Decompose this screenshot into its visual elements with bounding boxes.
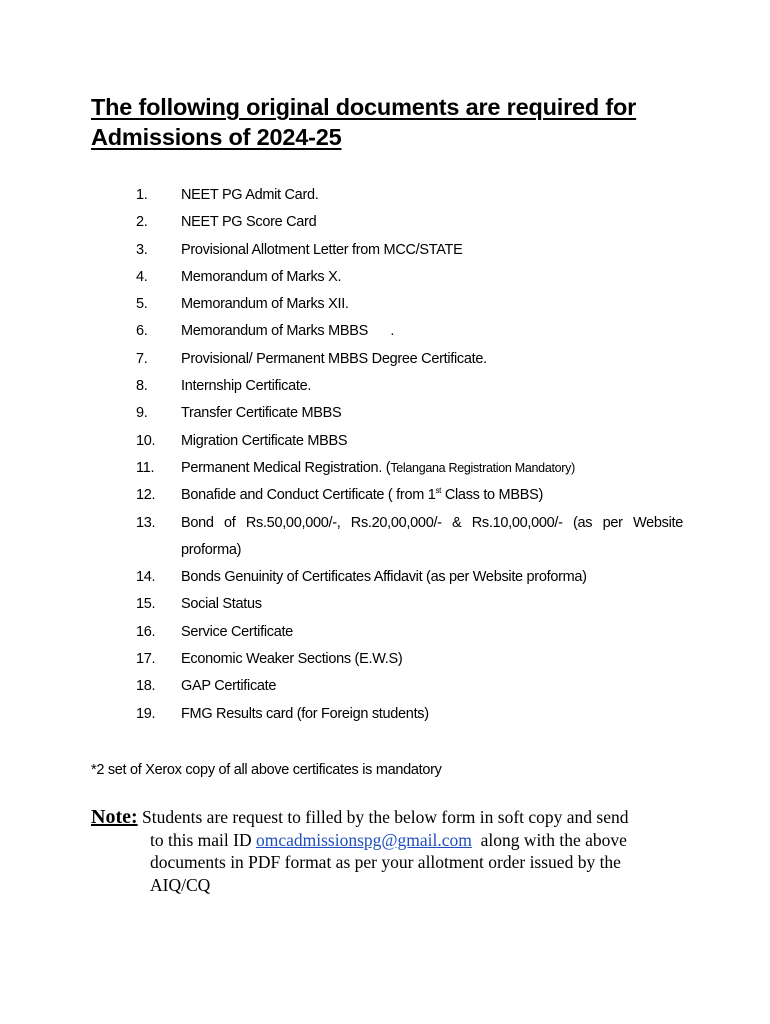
item-text: Migration Certificate MBBS [181, 432, 348, 449]
item-text-main: Permanent Medical Registration. ( [181, 459, 391, 476]
item-number: 8. [136, 378, 148, 395]
item-text: Internship Certificate. [181, 378, 312, 395]
item-text: Bonds Genuinity of Certificates Affidavit (as per Website proforma) [181, 569, 587, 586]
item-number: 17. [136, 651, 156, 668]
item-number: 7. [136, 350, 148, 367]
xerox-copy-note: *2 set of Xerox copy of all above certificates is mandatory [91, 762, 442, 778]
item-number: 13. [136, 514, 156, 531]
list-item [0, 182, 770, 209]
item-text [181, 482, 683, 509]
item-number: 14. [136, 569, 156, 586]
list-item [0, 318, 770, 345]
list-item [0, 673, 770, 700]
item-number: 2. [136, 214, 148, 231]
ordinal-superscript: st [435, 486, 442, 496]
item-text: FMG Results card (for Foreign students) [181, 705, 429, 722]
note-text-after-email: along with the above [471, 829, 627, 850]
note-text-line-1: Students are request to filled by the below form in soft copy and send [137, 807, 629, 827]
item-number: 1. [136, 187, 148, 203]
item-text: Memorandum of Marks X. [181, 268, 342, 285]
item-text: GAP Certificate [181, 678, 277, 695]
heading-line-2: Admissions of 2024-25 [91, 124, 342, 150]
list-item [0, 373, 770, 400]
item-text: Social Status [181, 596, 262, 613]
item-number: 10. [136, 432, 156, 449]
note-text-line-3: documents in PDF format as per your allotment order issued by the [150, 852, 621, 872]
list-item [0, 428, 770, 455]
item-text-after: Class to MBBS) [441, 487, 543, 504]
item-number: 9. [136, 405, 148, 422]
list-item [0, 346, 770, 373]
note-paragraph [91, 806, 691, 896]
list-item [0, 455, 770, 482]
item-text: Provisional/ Permanent MBBS Degree Certificate. [181, 350, 487, 367]
item-number: 18. [136, 678, 156, 695]
list-item [0, 646, 770, 673]
item-number: 3. [136, 241, 148, 258]
item-text: NEET PG Score Card [181, 214, 317, 231]
list-item [0, 237, 770, 264]
list-item [0, 619, 770, 646]
item-text: Memorandum of Marks MBBS . [181, 323, 395, 340]
note-indented-block [91, 829, 691, 897]
item-text: NEET PG Admit Card. [181, 187, 319, 203]
required-documents-list [0, 182, 770, 728]
list-item [0, 564, 770, 591]
item-text: Transfer Certificate MBBS [181, 405, 342, 422]
item-text [181, 455, 683, 482]
note-text-line-4: AIQ/CQ [150, 874, 211, 895]
list-item [0, 291, 770, 318]
list-item [0, 701, 770, 728]
item-number: 16. [136, 623, 156, 640]
item-text-before: Bonafide and Conduct Certificate ( from 1 [181, 487, 436, 504]
note-text-to: to this mail ID [150, 829, 256, 850]
list-item [0, 591, 770, 618]
item-number: 12. [136, 487, 156, 504]
list-item [0, 482, 770, 509]
item-number: 5. [136, 296, 148, 313]
note-label: Note: [91, 806, 138, 828]
list-item [0, 400, 770, 427]
item-text: Economic Weaker Sections (E.W.S) [181, 651, 403, 668]
item-number: 19. [136, 705, 156, 722]
item-text: Service Certificate [181, 623, 293, 640]
item-number: 15. [136, 596, 156, 613]
item-text: Bond of Rs.50,00,000/-, Rs.20,00,000/- & Rs.10,00,000/- (as per Website proforma) [181, 514, 683, 558]
item-number: 6. [136, 323, 148, 340]
list-item [0, 209, 770, 236]
page-heading [91, 92, 731, 152]
item-text: Provisional Allotment Letter from MCC/STATE [181, 241, 463, 258]
item-number: 4. [136, 268, 148, 285]
item-number: 11. [136, 459, 155, 476]
item-text: Memorandum of Marks XII. [181, 296, 349, 313]
list-item [0, 510, 770, 565]
item-text-small: Telangana Registration Mandatory) [390, 460, 575, 475]
email-link[interactable]: omcadmissionspg@gmail.com [255, 829, 472, 850]
list-item [0, 264, 770, 291]
heading-line-1: The following original documents are required for [91, 94, 637, 120]
